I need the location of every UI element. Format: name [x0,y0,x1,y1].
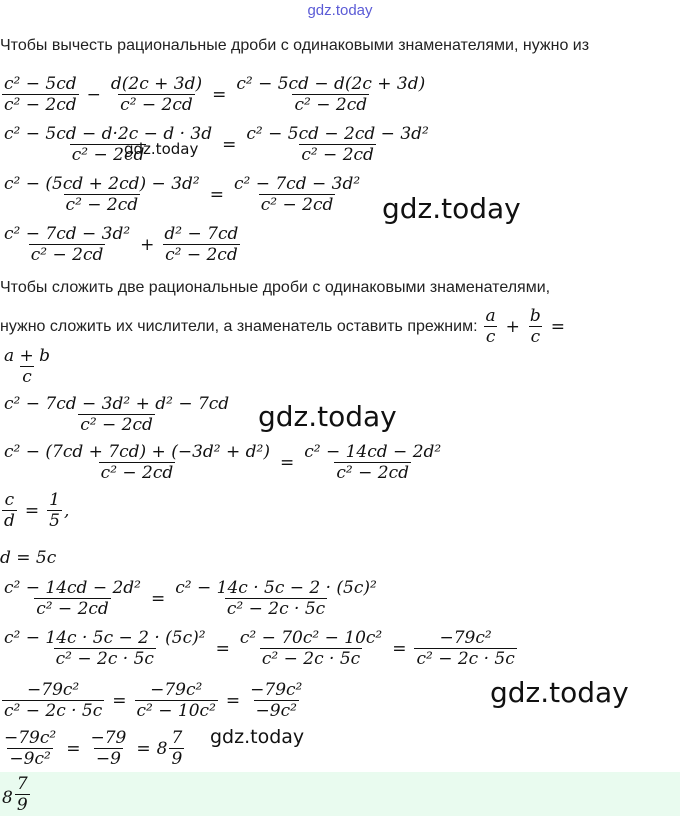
equals-sign: = [550,316,566,337]
watermark: gdz.today [258,400,397,433]
fraction [234,74,427,115]
answer-whole: 8 [2,788,13,808]
numerator: c² − 7cd − 3d² [233,174,361,194]
denominator: 9 [16,795,28,815]
numerator: c² − 5cd − d(2c + 3d) [236,74,426,94]
fraction [2,224,132,265]
numerator: c² − 14cd − 2d² [304,442,442,462]
numerator: 7 [16,774,28,794]
equation-row-8: d = 5c [0,548,57,568]
minus-sign: − [86,84,101,105]
numerator: c² − 70c² − 10c² [239,628,383,648]
watermark: gdz.today [210,726,305,748]
fraction [88,728,128,769]
equals-sign: = [209,184,224,205]
fraction [2,74,79,115]
fraction [232,174,362,215]
site-header[interactable]: gdz.today [307,2,373,19]
equation-row-5 [0,394,233,435]
numerator: −79c² [150,680,203,700]
fraction [2,680,104,721]
denominator: −9c² [255,701,297,721]
denominator: c² − 2cd [100,463,174,483]
denominator: c² − 2cd [71,145,145,165]
numerator: c² − 14c · 5c − 2 · (5c)² [4,628,206,648]
denominator: c² − 2cd [336,463,410,483]
denominator: c² − 2cd [301,145,374,165]
equation-row-1 [0,74,429,115]
fraction [162,224,240,265]
add-rule-text-2: нужно сложить их числители, а знаменатель оставить прежним: [0,317,478,335]
equation-row-10 [0,628,519,669]
denominator: c² − 2c · 5c [4,701,103,721]
fraction [244,124,430,165]
denominator: c² − 2cd [30,245,104,265]
fraction [2,174,202,215]
plus-sign: + [140,234,155,255]
fraction [484,306,498,347]
fraction [109,74,204,115]
fraction [173,578,379,619]
numerator: a + b [4,346,51,366]
equation-row-11 [0,680,306,721]
numerator: d(2c + 3d) [110,74,203,94]
fraction [169,728,184,769]
add-rule-line-2 [0,306,571,347]
numerator: c² − 5cd [4,74,77,94]
equation-row-4 [0,224,242,265]
add-rule-text-1: Чтобы сложить две рациональные дроби с одинаковыми знаменателями, [0,279,551,296]
denominator: c² − 2c · 5c [416,649,515,669]
numerator: c² − (5cd + 2cd) − 3d² [4,174,200,194]
denominator: c [530,327,541,347]
fraction [2,578,143,619]
equals-sign: = [112,690,127,711]
numerator: b [529,306,541,326]
fraction [302,442,443,483]
rule-result [0,346,54,387]
fraction [2,442,272,483]
denominator: c [22,367,32,387]
answer-box [0,772,680,816]
numerator: d² − 7cd [164,224,239,244]
denominator: c² − 2cd [65,195,139,215]
equation-row-6 [0,442,445,483]
answer-value [2,774,32,816]
equals-sign: = [136,738,151,759]
equals-sign: = [66,738,81,759]
equation-row-7 [0,490,69,531]
fraction [135,680,218,721]
denominator: c² − 2cd [120,95,193,115]
numerator: c² − (7cd + 7cd) + (−3d² + d²) [4,442,270,462]
fraction [2,728,58,769]
numerator: c² − 14c · 5c − 2 · (5c)² [175,578,377,598]
comma: , [63,500,70,521]
numerator: c² − 5cd − d·2c − d · 3d [4,124,213,144]
numerator: −79c² [250,680,303,700]
intro-subtract-text: Чтобы вычесть рациональные дроби с одинаковыми знаменателями, нужно из [0,37,590,54]
denominator: −9c² [9,749,51,769]
numerator: c² − 14cd − 2d² [4,578,141,598]
equation-row-3 [0,174,364,215]
denominator: c² − 2cd [4,95,77,115]
watermark: gdz.today [124,140,199,158]
numerator: c [4,490,15,510]
denominator: 5 [49,511,60,531]
equals-sign: = [215,638,230,659]
denominator: c² − 2cd [80,415,153,435]
fraction [15,774,30,815]
equals-sign: = [225,690,241,711]
denominator: c² − 2cd [165,245,238,265]
fraction [528,306,543,347]
numerator: −79 [90,728,127,748]
fraction [2,628,208,669]
denominator: −9 [95,749,121,769]
equals-sign: = [279,452,295,473]
equation-row-12 [0,728,186,769]
numerator: c² − 7cd − 3d² [4,224,131,244]
equals-sign: = [222,134,237,155]
denominator: c² − 2c · 5c [261,649,361,669]
equals-sign: = [212,84,227,105]
equation-row-2 [0,124,433,165]
numerator: 7 [171,728,183,748]
denominator: c [485,327,496,347]
numerator: −79c² [439,628,492,648]
fraction [414,628,516,669]
equals-sign: = [24,500,40,521]
denominator: d [4,511,15,531]
fraction [238,628,384,669]
denominator: c² − 2cd [260,195,334,215]
numerator: −79c² [27,680,80,700]
denominator: c² − 2c · 5c [55,649,154,669]
numerator: c² − 7cd − 3d² + d² − 7cd [4,394,230,414]
plus-sign: + [505,316,520,337]
whole-part: 8 [156,738,168,759]
fraction [47,490,62,531]
denominator: 9 [171,749,183,769]
equation-row-9 [0,578,381,619]
denominator: c² − 10c² [136,701,216,721]
numerator: a [485,306,496,326]
watermark: gdz.today [382,192,521,225]
watermark: gdz.today [490,676,629,709]
numerator: 1 [49,490,60,510]
fraction [2,490,17,531]
fraction [248,680,304,721]
fraction [2,346,52,387]
numerator: −79c² [4,728,57,748]
denominator: c² − 2c · 5c [226,599,326,619]
fraction [2,394,231,435]
numerator: c² − 5cd − 2cd − 3d² [246,124,429,144]
equals-sign: = [392,638,407,659]
denominator: c² − 2cd [36,599,109,619]
denominator: c² − 2cd [294,95,368,115]
equals-sign: = [151,588,166,609]
rule-formula [482,306,572,347]
